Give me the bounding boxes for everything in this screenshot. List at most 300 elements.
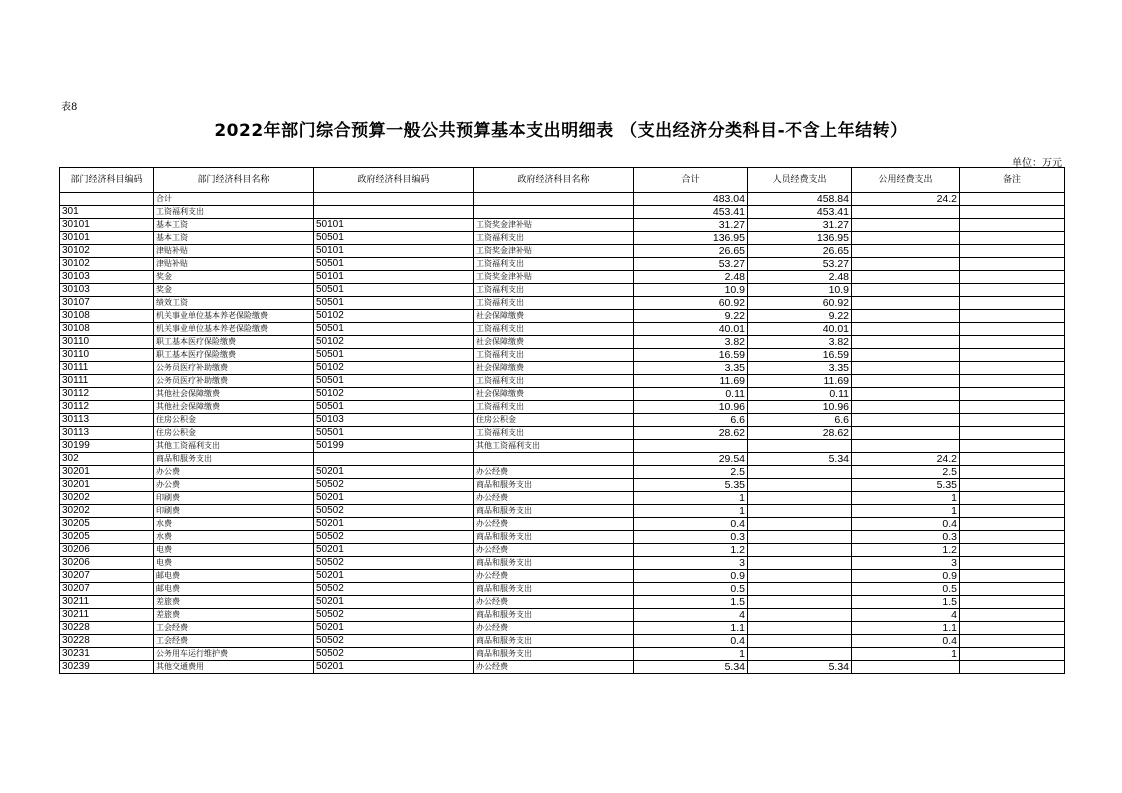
total-cell: 60.92 [634, 297, 748, 310]
dept-name-cell: 印刷费 [154, 492, 314, 505]
gov-name-cell: 工资福利支出 [474, 401, 634, 414]
dept-name-cell: 邮电费 [154, 583, 314, 596]
personnel-cell: 40.01 [748, 323, 852, 336]
dept-name-cell: 办公费 [154, 466, 314, 479]
gov-name-cell: 商品和服务支出 [474, 531, 634, 544]
table-row [60, 310, 1065, 323]
dept-name-cell: 职工基本医疗保险缴费 [154, 336, 314, 349]
table-row [60, 505, 1065, 518]
dept-name-cell: 职工基本医疗保险缴费 [154, 349, 314, 362]
gov-code-cell: 50102 [314, 336, 474, 349]
gov-name-cell: 商品和服务支出 [474, 648, 634, 661]
table-row [60, 284, 1065, 297]
note-cell [960, 349, 1065, 362]
dept-name-cell: 水费 [154, 518, 314, 531]
gov-code-cell: 50101 [314, 219, 474, 232]
dept-code-cell: 30112 [60, 388, 154, 401]
total-cell: 0.4 [634, 518, 748, 531]
personnel-cell [748, 440, 852, 453]
gov-code-cell: 50502 [314, 505, 474, 518]
personnel-cell: 10.9 [748, 284, 852, 297]
personnel-cell: 453.41 [748, 206, 852, 219]
note-cell [960, 401, 1065, 414]
table-row [60, 518, 1065, 531]
note-cell [960, 479, 1065, 492]
gov-code-cell: 50502 [314, 583, 474, 596]
table-row [60, 661, 1065, 674]
personnel-cell [748, 505, 852, 518]
note-cell [960, 414, 1065, 427]
public-cell: 1.5 [852, 596, 960, 609]
note-cell [960, 193, 1065, 206]
personnel-cell [748, 518, 852, 531]
dept-name-cell: 基本工资 [154, 219, 314, 232]
dept-code-cell: 30205 [60, 531, 154, 544]
gov-code-cell: 50103 [314, 414, 474, 427]
gov-code-cell: 50201 [314, 596, 474, 609]
dept-code-cell: 30201 [60, 479, 154, 492]
total-cell [634, 440, 748, 453]
total-cell: 6.6 [634, 414, 748, 427]
dept-code-cell: 30211 [60, 596, 154, 609]
note-cell [960, 505, 1065, 518]
public-cell [852, 310, 960, 323]
personnel-cell [748, 583, 852, 596]
public-cell: 1 [852, 648, 960, 661]
gov-name-cell: 工资福利支出 [474, 349, 634, 362]
note-cell [960, 583, 1065, 596]
total-cell: 40.01 [634, 323, 748, 336]
public-cell: 0.5 [852, 583, 960, 596]
public-cell [852, 271, 960, 284]
total-cell: 11.69 [634, 375, 748, 388]
personnel-cell: 3.35 [748, 362, 852, 375]
gov-name-cell: 办公经费 [474, 544, 634, 557]
public-cell [852, 297, 960, 310]
dept-code-cell: 30206 [60, 557, 154, 570]
dept-name-cell: 机关事业单位基本养老保险缴费 [154, 323, 314, 336]
dept-code-cell: 30228 [60, 635, 154, 648]
table-row [60, 219, 1065, 232]
dept-code-cell: 30110 [60, 349, 154, 362]
note-cell [960, 336, 1065, 349]
gov-code-cell [314, 206, 474, 219]
gov-name-cell: 办公经费 [474, 622, 634, 635]
public-cell [852, 336, 960, 349]
dept-code-cell: 30202 [60, 492, 154, 505]
table-row [60, 427, 1065, 440]
table-row [60, 388, 1065, 401]
dept-code-cell: 30111 [60, 375, 154, 388]
gov-name-cell: 商品和服务支出 [474, 583, 634, 596]
dept-code-cell: 30111 [60, 362, 154, 375]
personnel-cell: 11.69 [748, 375, 852, 388]
note-cell [960, 635, 1065, 648]
dept-code-cell: 30102 [60, 258, 154, 271]
gov-code-cell: 50501 [314, 284, 474, 297]
gov-code-cell: 50501 [314, 349, 474, 362]
dept-name-cell: 津贴补贴 [154, 245, 314, 258]
total-cell: 0.3 [634, 531, 748, 544]
dept-name-cell: 公务员医疗补助缴费 [154, 362, 314, 375]
note-cell [960, 570, 1065, 583]
table-row [60, 635, 1065, 648]
gov-name-cell: 工资福利支出 [474, 232, 634, 245]
gov-code-cell: 50501 [314, 375, 474, 388]
personnel-cell [748, 570, 852, 583]
column-header: 政府经济科目名称 [474, 168, 634, 193]
gov-code-cell [314, 193, 474, 206]
table-row [60, 297, 1065, 310]
total-cell: 3.35 [634, 362, 748, 375]
budget-table [59, 167, 1065, 674]
total-cell: 2.5 [634, 466, 748, 479]
personnel-cell [748, 479, 852, 492]
public-cell [852, 232, 960, 245]
dept-code-cell: 30211 [60, 609, 154, 622]
gov-name-cell: 社会保障缴费 [474, 310, 634, 323]
personnel-cell: 31.27 [748, 219, 852, 232]
gov-code-cell: 50102 [314, 310, 474, 323]
gov-name-cell [474, 453, 634, 466]
personnel-cell: 136.95 [748, 232, 852, 245]
gov-name-cell [474, 193, 634, 206]
personnel-cell: 60.92 [748, 297, 852, 310]
table-row [60, 479, 1065, 492]
gov-code-cell: 50201 [314, 570, 474, 583]
total-cell: 5.34 [634, 661, 748, 674]
dept-name-cell: 办公费 [154, 479, 314, 492]
note-cell [960, 388, 1065, 401]
personnel-cell [748, 596, 852, 609]
gov-name-cell: 社会保障缴费 [474, 362, 634, 375]
personnel-cell [748, 531, 852, 544]
dept-code-cell: 301 [60, 206, 154, 219]
table-row [60, 206, 1065, 219]
total-cell: 1 [634, 648, 748, 661]
gov-name-cell: 商品和服务支出 [474, 635, 634, 648]
dept-name-cell: 其他工资福利支出 [154, 440, 314, 453]
note-cell [960, 219, 1065, 232]
personnel-cell: 2.48 [748, 271, 852, 284]
table-row [60, 466, 1065, 479]
table-row [60, 648, 1065, 661]
note-cell [960, 310, 1065, 323]
dept-name-cell: 工会经费 [154, 635, 314, 648]
gov-code-cell: 50201 [314, 661, 474, 674]
gov-code-cell: 50501 [314, 297, 474, 310]
public-cell [852, 349, 960, 362]
gov-code-cell: 50201 [314, 492, 474, 505]
gov-code-cell [314, 453, 474, 466]
dept-name-cell: 其他社会保障缴费 [154, 401, 314, 414]
note-cell [960, 362, 1065, 375]
public-cell [852, 414, 960, 427]
table-row [60, 323, 1065, 336]
gov-name-cell: 商品和服务支出 [474, 479, 634, 492]
note-cell [960, 518, 1065, 531]
table-row [60, 258, 1065, 271]
note-cell [960, 531, 1065, 544]
dept-name-cell: 邮电费 [154, 570, 314, 583]
table-row [60, 583, 1065, 596]
gov-code-cell: 50201 [314, 544, 474, 557]
public-cell: 0.4 [852, 635, 960, 648]
dept-name-cell: 其他社会保障缴费 [154, 388, 314, 401]
gov-code-cell: 50501 [314, 232, 474, 245]
gov-code-cell: 50501 [314, 258, 474, 271]
public-cell: 0.9 [852, 570, 960, 583]
total-cell: 3.82 [634, 336, 748, 349]
table-row [60, 609, 1065, 622]
total-cell: 28.62 [634, 427, 748, 440]
dept-code-cell: 30113 [60, 427, 154, 440]
dept-name-cell: 差旅费 [154, 596, 314, 609]
personnel-cell: 53.27 [748, 258, 852, 271]
public-cell: 3 [852, 557, 960, 570]
public-cell [852, 258, 960, 271]
dept-name-cell: 工资福利支出 [154, 206, 314, 219]
dept-code-cell: 30108 [60, 323, 154, 336]
gov-code-cell: 50102 [314, 362, 474, 375]
personnel-cell: 6.6 [748, 414, 852, 427]
note-cell [960, 232, 1065, 245]
gov-code-cell: 50502 [314, 648, 474, 661]
personnel-cell: 458.84 [748, 193, 852, 206]
gov-name-cell: 工资福利支出 [474, 258, 634, 271]
personnel-cell: 26.65 [748, 245, 852, 258]
dept-name-cell: 差旅费 [154, 609, 314, 622]
note-cell [960, 323, 1065, 336]
dept-name-cell: 机关事业单位基本养老保险缴费 [154, 310, 314, 323]
personnel-cell [748, 635, 852, 648]
dept-name-cell: 绩效工资 [154, 297, 314, 310]
dept-name-cell: 住房公积金 [154, 414, 314, 427]
gov-name-cell: 工资奖金津补贴 [474, 219, 634, 232]
gov-code-cell: 50201 [314, 622, 474, 635]
gov-name-cell: 办公经费 [474, 492, 634, 505]
dept-name-cell: 水费 [154, 531, 314, 544]
total-cell: 10.96 [634, 401, 748, 414]
gov-name-cell: 社会保障缴费 [474, 388, 634, 401]
column-header: 部门经济科目名称 [154, 168, 314, 193]
dept-name-cell: 工会经费 [154, 622, 314, 635]
total-cell: 0.9 [634, 570, 748, 583]
gov-code-cell: 50101 [314, 271, 474, 284]
table-row [60, 401, 1065, 414]
personnel-cell [748, 492, 852, 505]
total-cell: 1 [634, 492, 748, 505]
column-header: 合计 [634, 168, 748, 193]
gov-name-cell: 商品和服务支出 [474, 557, 634, 570]
gov-code-cell: 50501 [314, 401, 474, 414]
dept-name-cell: 商品和服务支出 [154, 453, 314, 466]
dept-code-cell: 30228 [60, 622, 154, 635]
note-cell [960, 661, 1065, 674]
public-cell: 24.2 [852, 193, 960, 206]
table-row [60, 271, 1065, 284]
total-cell: 453.41 [634, 206, 748, 219]
personnel-cell: 0.11 [748, 388, 852, 401]
note-cell [960, 609, 1065, 622]
table-row [60, 453, 1065, 466]
dept-code-cell: 30108 [60, 310, 154, 323]
public-cell [852, 362, 960, 375]
dept-name-cell: 公务用车运行维护费 [154, 648, 314, 661]
total-cell: 3 [634, 557, 748, 570]
public-cell: 1.2 [852, 544, 960, 557]
column-header: 政府经济科目编码 [314, 168, 474, 193]
note-cell [960, 596, 1065, 609]
dept-code-cell: 30239 [60, 661, 154, 674]
gov-name-cell: 工资福利支出 [474, 375, 634, 388]
gov-name-cell: 商品和服务支出 [474, 609, 634, 622]
gov-code-cell: 50201 [314, 466, 474, 479]
note-cell [960, 375, 1065, 388]
total-cell: 4 [634, 609, 748, 622]
public-cell [852, 401, 960, 414]
dept-code-cell: 30201 [60, 466, 154, 479]
gov-name-cell: 办公经费 [474, 596, 634, 609]
dept-code-cell: 30103 [60, 284, 154, 297]
public-cell [852, 388, 960, 401]
dept-name-cell: 电费 [154, 557, 314, 570]
note-cell [960, 453, 1065, 466]
public-cell: 24.2 [852, 453, 960, 466]
gov-name-cell: 办公经费 [474, 518, 634, 531]
table-row [60, 362, 1065, 375]
personnel-cell [748, 609, 852, 622]
gov-code-cell: 50501 [314, 323, 474, 336]
public-cell: 5.35 [852, 479, 960, 492]
dept-code-cell: 30103 [60, 271, 154, 284]
dept-code-cell: 30207 [60, 583, 154, 596]
gov-name-cell: 社会保障缴费 [474, 336, 634, 349]
public-cell: 0.3 [852, 531, 960, 544]
gov-name-cell: 其他工资福利支出 [474, 440, 634, 453]
table-row [60, 336, 1065, 349]
dept-code-cell: 30110 [60, 336, 154, 349]
dept-code-cell: 30206 [60, 544, 154, 557]
gov-code-cell: 50101 [314, 245, 474, 258]
dept-code-cell: 30112 [60, 401, 154, 414]
public-cell [852, 661, 960, 674]
total-cell: 1.5 [634, 596, 748, 609]
dept-name-cell: 印刷费 [154, 505, 314, 518]
total-cell: 9.22 [634, 310, 748, 323]
column-header: 公用经费支出 [852, 168, 960, 193]
total-cell: 1 [634, 505, 748, 518]
public-cell: 2.5 [852, 466, 960, 479]
public-cell: 0.4 [852, 518, 960, 531]
dept-name-cell: 电费 [154, 544, 314, 557]
gov-name-cell: 商品和服务支出 [474, 505, 634, 518]
table-row [60, 193, 1065, 206]
table-row [60, 232, 1065, 245]
gov-code-cell: 50502 [314, 531, 474, 544]
dept-code-cell: 30202 [60, 505, 154, 518]
total-cell: 10.9 [634, 284, 748, 297]
gov-name-cell: 工资奖金津补贴 [474, 271, 634, 284]
table-row [60, 349, 1065, 362]
gov-code-cell: 50199 [314, 440, 474, 453]
dept-name-cell: 合计 [154, 193, 314, 206]
note-cell [960, 466, 1065, 479]
gov-name-cell: 工资福利支出 [474, 323, 634, 336]
dept-code-cell: 30207 [60, 570, 154, 583]
unit-label: 单位：万元 [1012, 158, 1062, 169]
table-row [60, 492, 1065, 505]
gov-name-cell [474, 206, 634, 219]
dept-code-cell: 30107 [60, 297, 154, 310]
note-cell [960, 544, 1065, 557]
public-cell [852, 323, 960, 336]
total-cell: 31.27 [634, 219, 748, 232]
gov-code-cell: 50502 [314, 557, 474, 570]
table-row [60, 544, 1065, 557]
total-cell: 0.4 [634, 635, 748, 648]
note-cell [960, 245, 1065, 258]
total-cell: 0.5 [634, 583, 748, 596]
note-cell [960, 622, 1065, 635]
public-cell: 1 [852, 492, 960, 505]
column-header: 人员经费支出 [748, 168, 852, 193]
table-row [60, 531, 1065, 544]
dept-code-cell: 30101 [60, 232, 154, 245]
note-cell [960, 271, 1065, 284]
table-row [60, 414, 1065, 427]
table-row [60, 440, 1065, 453]
table-row [60, 245, 1065, 258]
note-cell [960, 284, 1065, 297]
dept-name-cell: 住房公积金 [154, 427, 314, 440]
total-cell: 1.2 [634, 544, 748, 557]
dept-code-cell: 30101 [60, 219, 154, 232]
header-row [60, 168, 1065, 193]
gov-name-cell: 办公经费 [474, 570, 634, 583]
personnel-cell: 16.59 [748, 349, 852, 362]
total-cell: 16.59 [634, 349, 748, 362]
table-body [60, 193, 1065, 674]
gov-name-cell: 工资福利支出 [474, 427, 634, 440]
public-cell: 1.1 [852, 622, 960, 635]
dept-name-cell: 奖金 [154, 271, 314, 284]
gov-code-cell: 50501 [314, 427, 474, 440]
total-cell: 53.27 [634, 258, 748, 271]
personnel-cell: 5.34 [748, 661, 852, 674]
total-cell: 483.04 [634, 193, 748, 206]
dept-name-cell: 其他交通费用 [154, 661, 314, 674]
table-row [60, 557, 1065, 570]
public-cell [852, 375, 960, 388]
dept-code-cell: 30102 [60, 245, 154, 258]
note-cell [960, 557, 1065, 570]
table-row [60, 596, 1065, 609]
dept-name-cell: 津贴补贴 [154, 258, 314, 271]
note-cell [960, 440, 1065, 453]
personnel-cell [748, 622, 852, 635]
public-cell: 1 [852, 505, 960, 518]
personnel-cell [748, 466, 852, 479]
table-row [60, 570, 1065, 583]
personnel-cell: 3.82 [748, 336, 852, 349]
dept-code-cell: 302 [60, 453, 154, 466]
public-cell [852, 245, 960, 258]
personnel-cell [748, 648, 852, 661]
table-row [60, 375, 1065, 388]
dept-code-cell: 30231 [60, 648, 154, 661]
personnel-cell [748, 544, 852, 557]
